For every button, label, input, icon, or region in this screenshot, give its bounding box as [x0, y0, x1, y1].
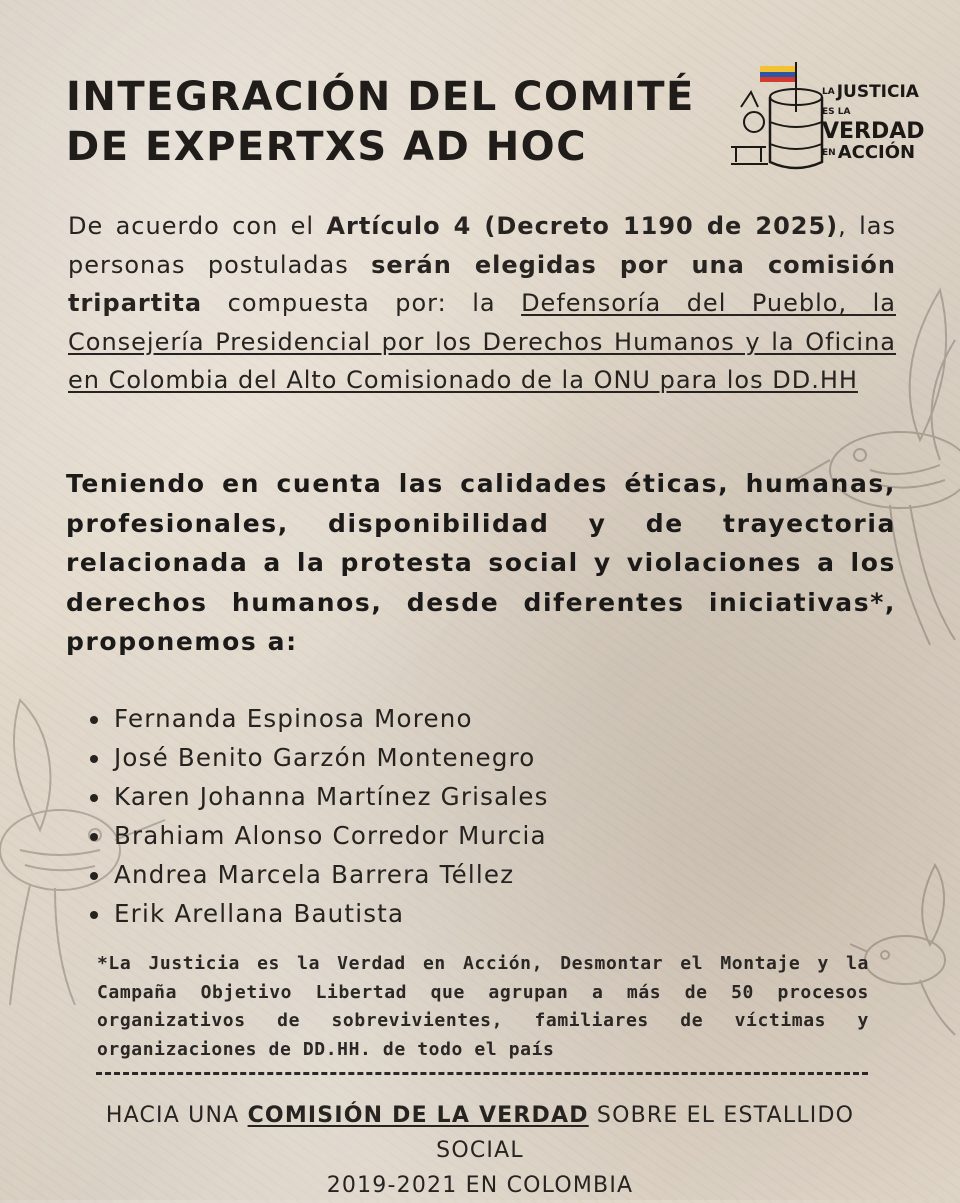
page-title [66, 72, 726, 172]
logo-prefix-2: ES LA [822, 107, 851, 117]
list-item: José Benito Garzón Montenegro [88, 738, 549, 777]
list-item: Brahiam Alonso Corredor Murcia [88, 816, 549, 855]
title-line-2: DE EXPERTXS AD HOC [66, 124, 588, 170]
footer-slogan [60, 1098, 900, 1203]
dashed-divider [96, 1072, 868, 1075]
title-line-1: INTEGRACIÓN DEL COMITÉ [66, 74, 695, 120]
list-item: Andrea Marcela Barrera Téllez [88, 855, 549, 894]
criteria-paragraph: Teniendo en cuenta las calidades éticas, humanas, profesionales, disponibilidad y de trayectoria relacionada a la protesta social y violaciones a los derechos humanos, desde diferentes iniciativas*, proponemos a: [66, 469, 896, 656]
intro-text-1: De acuerdo con el [68, 212, 327, 240]
logo-wordmark [822, 82, 925, 163]
list-item: Karen Johanna Martínez Grisales [88, 777, 549, 816]
footer-highlight: COMISIÓN DE LA VERDAD [247, 1103, 589, 1128]
intro-bold-article: Artículo 4 (Decreto 1190 de 2025) [326, 212, 839, 240]
footer-prefix: HACIA UNA [105, 1103, 248, 1128]
logo-prefix-1: LA [822, 87, 835, 97]
footnote: *La Justicia es la Verdad en Acción, Desmontar el Montaje y la Campaña Objetivo Libertad que agrupan a más de 50 procesos organizativos de sobrevivientes, familiares de víctimas y organizaciones de DD.HH. de todo el país [97, 953, 869, 1060]
logo-prefix-3: EN [822, 148, 836, 158]
list-item: Erik Arellana Bautista [88, 894, 549, 933]
intro-text-2: , las personas postuladas [68, 212, 896, 279]
footer-line-2: 2019-2021 EN COLOMBIA [326, 1173, 634, 1198]
intro-bold-commission: serán elegidas por una comisión tripartita [68, 250, 896, 317]
intro-text-3: compuesta por: la [202, 289, 522, 317]
intro-paragraph [68, 207, 896, 400]
intro-underlined-institutions: Defensoría del Pueblo, la Consejería Presidencial por los Derechos Humanos y la Oficina en Colombia del Alto Comisionado de la ONU para los DD.HH [68, 289, 896, 394]
footer-suffix: SOBRE EL ESTALLIDO SOCIAL [436, 1103, 855, 1163]
logo-line-1: JUSTICIA [836, 82, 919, 102]
organization-logo [726, 52, 925, 178]
logo-line-3: ACCIÓN [837, 142, 916, 163]
logo-illustration [726, 52, 826, 178]
logo-line-2: VERDAD [822, 119, 925, 144]
candidate-list [88, 699, 549, 933]
list-item: Fernanda Espinosa Moreno [88, 699, 549, 738]
